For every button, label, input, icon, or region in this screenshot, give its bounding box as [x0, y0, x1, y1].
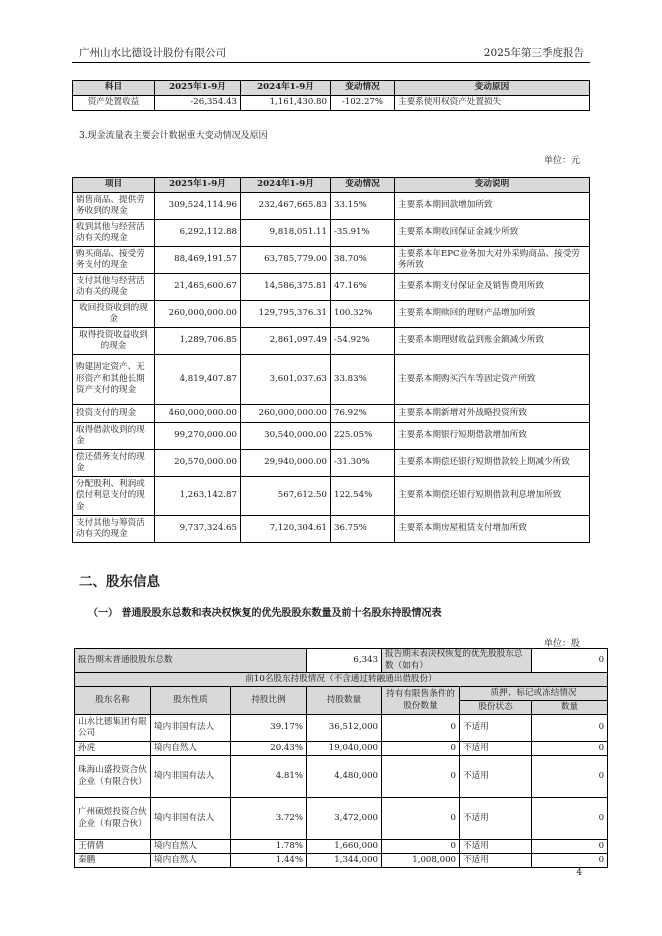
cell: 0	[382, 742, 460, 756]
cell: -26,354.43	[155, 96, 241, 111]
table-row	[73, 423, 590, 450]
cell: 0	[532, 756, 608, 798]
pref-label: 报告期末表决权恢复的优先股股东总数（如有）	[382, 649, 532, 673]
cell: 秦鹏	[75, 854, 151, 868]
header-rule	[72, 62, 590, 63]
cell: 山水比德集团有限公司	[75, 715, 151, 742]
cell: 63,785,779.00	[241, 247, 331, 274]
cell: 567,612.50	[241, 477, 331, 516]
cashflow-unit: 单位：元	[543, 156, 580, 166]
cell: -102.27%	[331, 96, 395, 111]
cell: 129,795,376.31	[241, 301, 331, 328]
col-header: 变动情况	[331, 81, 395, 96]
col-header: 2024年1-9月	[241, 178, 331, 193]
cell: 资产处置收益	[73, 96, 155, 111]
cell: 境内自然人	[151, 742, 231, 756]
col-header: 2025年1-9月	[155, 81, 241, 96]
cell: 100.32%	[331, 301, 395, 328]
cell: 1,161,430.80	[241, 96, 331, 111]
header-report: 2025年第三季度报告	[483, 47, 584, 59]
shareholder-header-row	[75, 687, 608, 701]
table-row	[75, 798, 608, 840]
cell: 2,861,097.49	[241, 328, 331, 355]
cell: 不适用	[460, 742, 532, 756]
col-header: 科目	[73, 81, 155, 96]
cell: 不适用	[460, 840, 532, 854]
col-header: 持股数量	[307, 687, 382, 715]
cell: 20.43%	[231, 742, 307, 756]
cell: 不适用	[460, 798, 532, 840]
table-row	[73, 405, 590, 423]
cell: 1,660,000	[307, 840, 382, 854]
col-header: 数量	[532, 701, 608, 715]
cell: 王倩倩	[75, 840, 151, 854]
cell: 33.15%	[331, 193, 395, 220]
table-row	[73, 193, 590, 220]
cell: -54.92%	[331, 328, 395, 355]
cell: 30,540,000.00	[241, 423, 331, 450]
cell: 主要系本期支付保证金及销售费用所致	[395, 274, 590, 301]
header-company: 广州山水比德设计股份有限公司	[79, 47, 226, 59]
pref-value: 0	[532, 649, 608, 673]
cell: 0	[382, 840, 460, 854]
cell: 主要系本期银行短期借款增加所致	[395, 423, 590, 450]
cell: 99,270,000.00	[155, 423, 241, 450]
cell: 122.54%	[331, 477, 395, 516]
cell: 分配股利、利润或偿付利息支付的现金	[73, 477, 155, 516]
cell: 0	[532, 798, 608, 840]
cell: 0	[532, 854, 608, 868]
table-row	[73, 96, 590, 111]
cell: 主要系本期新增对外战略投资所致	[395, 405, 590, 423]
shareholder-total-row	[75, 649, 608, 673]
cell: 主要系使用权资产处置损失	[395, 96, 590, 111]
section-title: 二、股东信息	[79, 574, 160, 590]
shareholder-unit: 单位：股	[543, 639, 580, 649]
cashflow-table	[72, 177, 590, 543]
cell: 232,467,665.83	[241, 193, 331, 220]
cell: 孙虎	[75, 742, 151, 756]
cell: 0	[532, 715, 608, 742]
table-row	[75, 840, 608, 854]
table-row	[73, 450, 590, 477]
cell: 收到其他与经营活动有关的现金	[73, 220, 155, 247]
cell: 1,289,706.85	[155, 328, 241, 355]
col-header: 股东名称	[75, 687, 151, 715]
section-subtitle: （一） 普通股股东总数和表决权恢复的优先股股东数量及前十名股东持股情况表	[88, 608, 442, 619]
table-row	[73, 274, 590, 301]
shareholder-table	[74, 648, 608, 868]
cell: 36.75%	[331, 516, 395, 543]
cell: 境内非国有法人	[151, 715, 231, 742]
cell: 0	[532, 840, 608, 854]
cell: -31.30%	[331, 450, 395, 477]
top10-label: 前10名股东持股情况（不含通过转融通出借股份）	[75, 673, 608, 687]
cell: 4,480,000	[307, 756, 382, 798]
cell: 3,601,037.63	[241, 355, 331, 405]
cell: 主要系本期购买汽车等固定资产所致	[395, 355, 590, 405]
cell: 3,472,000	[307, 798, 382, 840]
cell: 主要系本期偿还银行短期借款较上期减少所致	[395, 450, 590, 477]
cell: 21,465,600.67	[155, 274, 241, 301]
total-label: 报告期末普通股股东总数	[75, 649, 307, 673]
table-row	[75, 715, 608, 742]
table-row	[73, 477, 590, 516]
cell: 0	[382, 798, 460, 840]
cashflow-title: 3.现金流量表主要会计数据重大变动情况及原因	[79, 131, 268, 141]
cell: 0	[382, 715, 460, 742]
cell: 销售商品、提供劳务收到的现金	[73, 193, 155, 220]
cell: 取得投资收益收到的现金	[73, 328, 155, 355]
cell: 47.16%	[331, 274, 395, 301]
cell: 225.05%	[331, 423, 395, 450]
cell: 1.78%	[231, 840, 307, 854]
col-header: 变动情况	[331, 178, 395, 193]
cell: 投资支付的现金	[73, 405, 155, 423]
cell: 主要系本期偿还银行短期借款利息增加所致	[395, 477, 590, 516]
table-row	[73, 516, 590, 543]
cell: 33.83%	[331, 355, 395, 405]
cell: 309,524,114.96	[155, 193, 241, 220]
cell: 主要系本期赎回的理财产品增加所致	[395, 301, 590, 328]
cell: 偿还债务支付的现金	[73, 450, 155, 477]
cell: 19,040,000	[307, 742, 382, 756]
col-header: 2025年1-9月	[155, 178, 241, 193]
col-header: 质押、标记或冻结情况	[460, 687, 608, 701]
cell: 260,000,000.00	[155, 301, 241, 328]
cell: 广州硕煜投资合伙企业（有限合伙）	[75, 798, 151, 840]
cell: 不适用	[460, 854, 532, 868]
cell: 36,512,000	[307, 715, 382, 742]
cell: 1.44%	[231, 854, 307, 868]
table-row	[73, 355, 590, 405]
table-row	[75, 756, 608, 798]
cell: 不适用	[460, 756, 532, 798]
cell: 取得借款收到的现金	[73, 423, 155, 450]
table-row	[75, 742, 608, 756]
cell: 购买商品、接受劳务支付的现金	[73, 247, 155, 274]
cell: 260,000,000.00	[241, 405, 331, 423]
col-header: 项目	[73, 178, 155, 193]
cell: 76.92%	[331, 405, 395, 423]
table-row	[75, 854, 608, 868]
cell: 境内非国有法人	[151, 798, 231, 840]
table-row	[73, 301, 590, 328]
cell: 主要系本期理财收益到账金额减少所致	[395, 328, 590, 355]
cell: 4.81%	[231, 756, 307, 798]
cell: 1,008,000	[382, 854, 460, 868]
col-header: 变动原因	[395, 81, 590, 96]
cell: 收回投资收到的现金	[73, 301, 155, 328]
col-header: 变动说明	[395, 178, 590, 193]
cashflow-table-header	[73, 178, 590, 193]
cell: 4,819,407.87	[155, 355, 241, 405]
col-header: 股份状态	[460, 701, 532, 715]
gain-table-header	[73, 81, 590, 96]
cell: 0	[382, 756, 460, 798]
cell: 珠海山盛投资合伙企业（有限合伙）	[75, 756, 151, 798]
cell: 9,818,051.11	[241, 220, 331, 247]
cell: 20,570,000.00	[155, 450, 241, 477]
cell: 9,737,324.65	[155, 516, 241, 543]
cell: 主要系本期收回保证金减少所致	[395, 220, 590, 247]
page-number: 4	[576, 868, 582, 878]
cell: 1,344,000	[307, 854, 382, 868]
table-row	[73, 220, 590, 247]
cell: 不适用	[460, 715, 532, 742]
table-row	[73, 328, 590, 355]
cell: 境内自然人	[151, 854, 231, 868]
col-header: 2024年1-9月	[241, 81, 331, 96]
gain-table	[72, 80, 590, 111]
cell: 主要系本期房屋租赁支付增加所致	[395, 516, 590, 543]
cell: 购建固定资产、无形资产和其他长期资产支付的现金	[73, 355, 155, 405]
cell: 460,000,000.00	[155, 405, 241, 423]
cell: 6,292,112.88	[155, 220, 241, 247]
cell: 38.70%	[331, 247, 395, 274]
cell: 29,940,000.00	[241, 450, 331, 477]
col-header: 股东性质	[151, 687, 231, 715]
cell: 支付其他与筹资活动有关的现金	[73, 516, 155, 543]
cell: 支付其他与经营活动有关的现金	[73, 274, 155, 301]
total-value: 6,343	[307, 649, 382, 673]
cell: 境内非国有法人	[151, 756, 231, 798]
cell: 境内自然人	[151, 840, 231, 854]
top10-row	[75, 673, 608, 687]
cell: 39.17%	[231, 715, 307, 742]
cell: -35.91%	[331, 220, 395, 247]
col-header: 持有有限售条件的股份数量	[382, 687, 460, 715]
col-header: 持股比例	[231, 687, 307, 715]
cell: 7,120,304.61	[241, 516, 331, 543]
cell: 主要系本年EPC业务加大对外采购商品、接受劳务所致	[395, 247, 590, 274]
cell: 主要系本期回款增加所致	[395, 193, 590, 220]
cell: 1,263,142.87	[155, 477, 241, 516]
cell: 14,586,375.81	[241, 274, 331, 301]
cell: 3.72%	[231, 798, 307, 840]
cell: 88,469,191.57	[155, 247, 241, 274]
cell: 0	[532, 742, 608, 756]
table-row	[73, 247, 590, 274]
